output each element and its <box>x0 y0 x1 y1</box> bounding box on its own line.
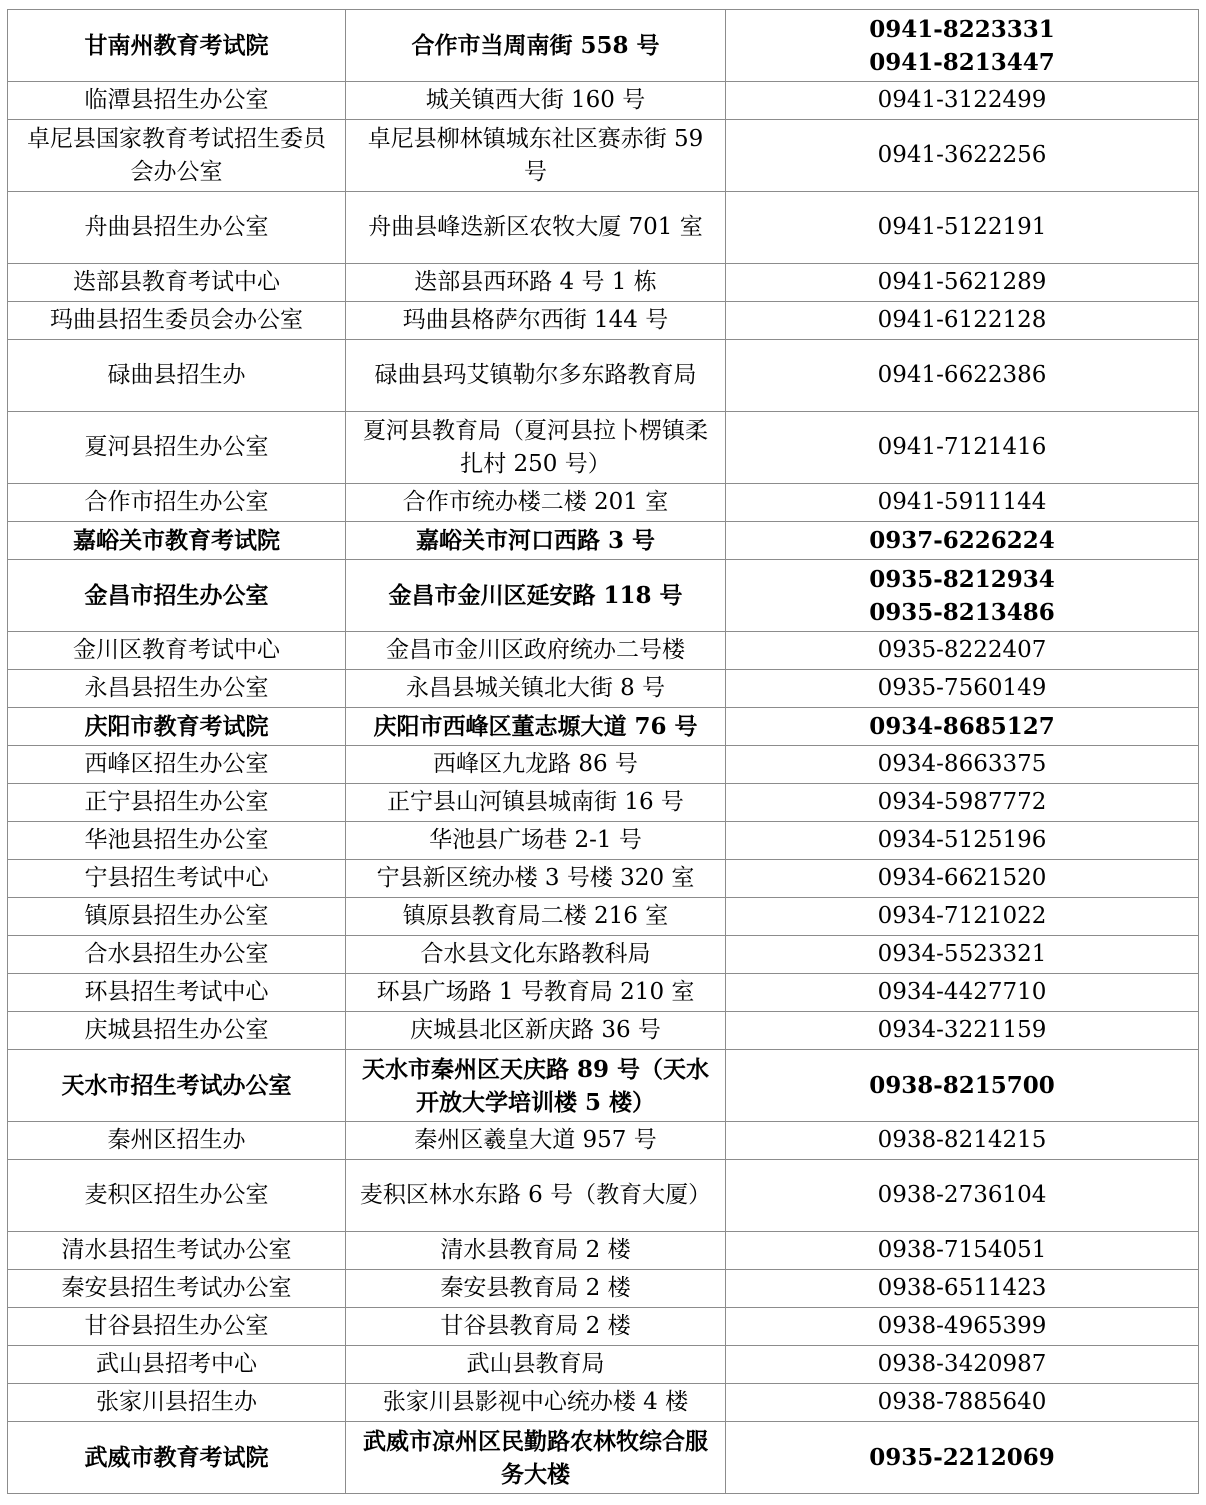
address-cell: 张家川县影视中心统办楼 4 楼 <box>346 1384 726 1422</box>
address-cell: 环县广场路 1 号教育局 210 室 <box>346 974 726 1012</box>
address-cell: 正宁县山河镇县城南街 16 号 <box>346 784 726 822</box>
institution-name-cell: 西峰区招生办公室 <box>8 746 346 784</box>
address-cell: 合水县文化东路教科局 <box>346 936 726 974</box>
institution-name-cell: 麦积区招生办公室 <box>8 1160 346 1232</box>
phone-number: 0938-7885640 <box>877 1389 1047 1415</box>
institution-name-cell: 镇原县招生办公室 <box>8 898 346 936</box>
phone-cell <box>726 708 1199 746</box>
table-row <box>8 784 1199 822</box>
institution-name-cell: 天水市招生考试办公室 <box>8 1050 346 1122</box>
phone-cell <box>726 1160 1199 1232</box>
table-row <box>8 412 1199 484</box>
phone-cell <box>726 264 1199 302</box>
institution-name-cell: 秦州区招生办 <box>8 1122 346 1160</box>
phone-cell <box>726 1050 1199 1122</box>
phone-cell <box>726 10 1199 82</box>
phone-number: 0934-5523321 <box>877 941 1047 967</box>
table-row <box>8 82 1199 120</box>
institution-name-cell: 卓尼县国家教育考试招生委员会办公室 <box>8 120 346 192</box>
address-cell: 迭部县西环路 4 号 1 栋 <box>346 264 726 302</box>
table-row <box>8 1012 1199 1050</box>
table-row <box>8 1232 1199 1270</box>
table-row <box>8 860 1199 898</box>
phone-number: 0935-8212934 <box>869 565 1055 593</box>
institution-name-cell: 夏河县招生办公室 <box>8 412 346 484</box>
institution-name-cell: 清水县招生考试办公室 <box>8 1232 346 1270</box>
institution-name-cell: 金川区教育考试中心 <box>8 632 346 670</box>
phone-cell <box>726 1270 1199 1308</box>
phone-number: 0941-3122499 <box>877 87 1047 113</box>
phone-number: 0938-4965399 <box>877 1313 1047 1339</box>
address-cell: 金昌市金川区政府统办二号楼 <box>346 632 726 670</box>
institution-name-cell: 华池县招生办公室 <box>8 822 346 860</box>
table-row <box>8 670 1199 708</box>
address-cell: 庆城县北区新庆路 36 号 <box>346 1012 726 1050</box>
phone-number: 0938-8214215 <box>877 1127 1047 1153</box>
contact-table <box>7 9 1199 1494</box>
address-cell: 华池县广场巷 2-1 号 <box>346 822 726 860</box>
phone-number: 0937-6226224 <box>869 527 1055 554</box>
phone-cell <box>726 670 1199 708</box>
institution-name-cell: 合作市招生办公室 <box>8 484 346 522</box>
phone-number: 0934-3221159 <box>877 1017 1047 1043</box>
phone-number: 0938-8215700 <box>869 1072 1055 1099</box>
table-row <box>8 340 1199 412</box>
phone-cell <box>726 1422 1199 1494</box>
phone-number: 0934-8685127 <box>869 713 1055 740</box>
address-cell: 武山县教育局 <box>346 1346 726 1384</box>
institution-name-cell: 张家川县招生办 <box>8 1384 346 1422</box>
table-row <box>8 1346 1199 1384</box>
institution-name-cell: 嘉峪关市教育考试院 <box>8 522 346 560</box>
institution-name-cell: 庆城县招生办公室 <box>8 1012 346 1050</box>
institution-name-cell: 金昌市招生办公室 <box>8 560 346 632</box>
phone-cell <box>726 1308 1199 1346</box>
phone-number: 0934-4427710 <box>877 979 1047 1005</box>
phone-cell <box>726 302 1199 340</box>
address-cell: 城关镇西大街 160 号 <box>346 82 726 120</box>
address-cell: 舟曲县峰迭新区农牧大厦 701 室 <box>346 192 726 264</box>
phone-cell <box>726 784 1199 822</box>
table-row-header-institution <box>8 10 1199 82</box>
phone-number: 0934-5125196 <box>877 827 1047 853</box>
address-cell: 永昌县城关镇北大街 8 号 <box>346 670 726 708</box>
institution-name-cell: 正宁县招生办公室 <box>8 784 346 822</box>
address-cell: 清水县教育局 2 楼 <box>346 1232 726 1270</box>
address-cell: 碌曲县玛艾镇勒尔多东路教育局 <box>346 340 726 412</box>
address-cell: 金昌市金川区延安路 118 号 <box>346 560 726 632</box>
institution-name-cell: 永昌县招生办公室 <box>8 670 346 708</box>
institution-name-cell: 碌曲县招生办 <box>8 340 346 412</box>
address-cell: 天水市秦州区天庆路 89 号（天水开放大学培训楼 5 楼） <box>346 1050 726 1122</box>
table-row <box>8 632 1199 670</box>
table-row <box>8 1384 1199 1422</box>
phone-cell <box>726 1012 1199 1050</box>
table-row <box>8 192 1199 264</box>
table-row-header-institution <box>8 1050 1199 1122</box>
phone-number: 0934-5987772 <box>877 789 1047 815</box>
institution-name-cell: 武威市教育考试院 <box>8 1422 346 1494</box>
table-row <box>8 484 1199 522</box>
institution-name-cell: 宁县招生考试中心 <box>8 860 346 898</box>
institution-name-cell: 舟曲县招生办公室 <box>8 192 346 264</box>
phone-number: 0941-5621289 <box>877 269 1047 295</box>
institution-name-cell: 临潭县招生办公室 <box>8 82 346 120</box>
table-row <box>8 120 1199 192</box>
institution-name-cell: 庆阳市教育考试院 <box>8 708 346 746</box>
phone-cell <box>726 822 1199 860</box>
table-row <box>8 1270 1199 1308</box>
table-row-header-institution <box>8 522 1199 560</box>
table-body <box>8 10 1199 1494</box>
address-cell: 秦州区羲皇大道 957 号 <box>346 1122 726 1160</box>
address-cell: 玛曲县格萨尔西街 144 号 <box>346 302 726 340</box>
institution-name-cell: 秦安县招生考试办公室 <box>8 1270 346 1308</box>
phone-cell <box>726 412 1199 484</box>
phone-number: 0938-7154051 <box>877 1237 1047 1263</box>
address-cell: 西峰区九龙路 86 号 <box>346 746 726 784</box>
phone-number: 0934-7121022 <box>877 903 1047 929</box>
table-row <box>8 302 1199 340</box>
phone-cell <box>726 860 1199 898</box>
phone-cell <box>726 974 1199 1012</box>
phone-number: 0935-7560149 <box>877 675 1047 701</box>
address-cell: 秦安县教育局 2 楼 <box>346 1270 726 1308</box>
address-cell: 宁县新区统办楼 3 号楼 320 室 <box>346 860 726 898</box>
table-row-header-institution <box>8 708 1199 746</box>
phone-cell <box>726 1232 1199 1270</box>
phone-cell <box>726 340 1199 412</box>
phone-number: 0935-8213486 <box>869 598 1055 626</box>
address-cell: 武威市凉州区民勤路农林牧综合服务大楼 <box>346 1422 726 1494</box>
address-cell: 合作市统办楼二楼 201 室 <box>346 484 726 522</box>
address-cell: 甘谷县教育局 2 楼 <box>346 1308 726 1346</box>
phone-cell <box>726 1122 1199 1160</box>
table-row-header-institution <box>8 1422 1199 1494</box>
phone-number: 0938-2736104 <box>877 1182 1047 1208</box>
institution-name-cell: 甘谷县招生办公室 <box>8 1308 346 1346</box>
phone-number: 0935-2212069 <box>869 1444 1055 1471</box>
address-cell: 镇原县教育局二楼 216 室 <box>346 898 726 936</box>
phone-cell <box>726 82 1199 120</box>
table-row <box>8 746 1199 784</box>
phone-cell <box>726 898 1199 936</box>
address-cell: 嘉峪关市河口西路 3 号 <box>346 522 726 560</box>
address-cell: 合作市当周南街 558 号 <box>346 10 726 82</box>
table-row <box>8 898 1199 936</box>
table-row <box>8 822 1199 860</box>
table-row <box>8 974 1199 1012</box>
institution-name-cell: 迭部县教育考试中心 <box>8 264 346 302</box>
phone-cell <box>726 560 1199 632</box>
table-row <box>8 264 1199 302</box>
institution-name-cell: 环县招生考试中心 <box>8 974 346 1012</box>
table-row <box>8 1122 1199 1160</box>
phone-cell <box>726 120 1199 192</box>
address-cell: 夏河县教育局（夏河县拉卜楞镇柔扎村 250 号） <box>346 412 726 484</box>
phone-number: 0941-6122128 <box>877 307 1047 333</box>
phone-cell <box>726 522 1199 560</box>
address-cell: 卓尼县柳林镇城东社区赛赤街 59 号 <box>346 120 726 192</box>
phone-number: 0941-8223331 <box>869 15 1055 43</box>
address-cell: 麦积区林水东路 6 号（教育大厦） <box>346 1160 726 1232</box>
table-row <box>8 1160 1199 1232</box>
institution-name-cell: 武山县招考中心 <box>8 1346 346 1384</box>
phone-number: 0941-3622256 <box>877 142 1047 168</box>
table-row <box>8 1308 1199 1346</box>
phone-number: 0938-3420987 <box>877 1351 1047 1377</box>
table-row-header-institution <box>8 560 1199 632</box>
phone-number: 0941-8213447 <box>869 48 1055 76</box>
phone-number: 0941-7121416 <box>877 434 1047 460</box>
institution-name-cell: 玛曲县招生委员会办公室 <box>8 302 346 340</box>
address-cell: 庆阳市西峰区董志塬大道 76 号 <box>346 708 726 746</box>
phone-cell <box>726 746 1199 784</box>
phone-cell <box>726 484 1199 522</box>
phone-number: 0938-6511423 <box>877 1275 1047 1301</box>
phone-cell <box>726 936 1199 974</box>
phone-cell <box>726 1384 1199 1422</box>
phone-number: 0941-5911144 <box>877 489 1047 515</box>
phone-cell <box>726 192 1199 264</box>
phone-number: 0935-8222407 <box>877 637 1047 663</box>
institution-name-cell: 合水县招生办公室 <box>8 936 346 974</box>
phone-number: 0934-8663375 <box>877 751 1047 777</box>
institution-name-cell: 甘南州教育考试院 <box>8 10 346 82</box>
phone-number: 0941-6622386 <box>877 362 1047 388</box>
table-row <box>8 936 1199 974</box>
phone-cell <box>726 632 1199 670</box>
phone-number: 0941-5122191 <box>877 214 1047 240</box>
phone-cell <box>726 1346 1199 1384</box>
phone-number: 0934-6621520 <box>877 865 1047 891</box>
